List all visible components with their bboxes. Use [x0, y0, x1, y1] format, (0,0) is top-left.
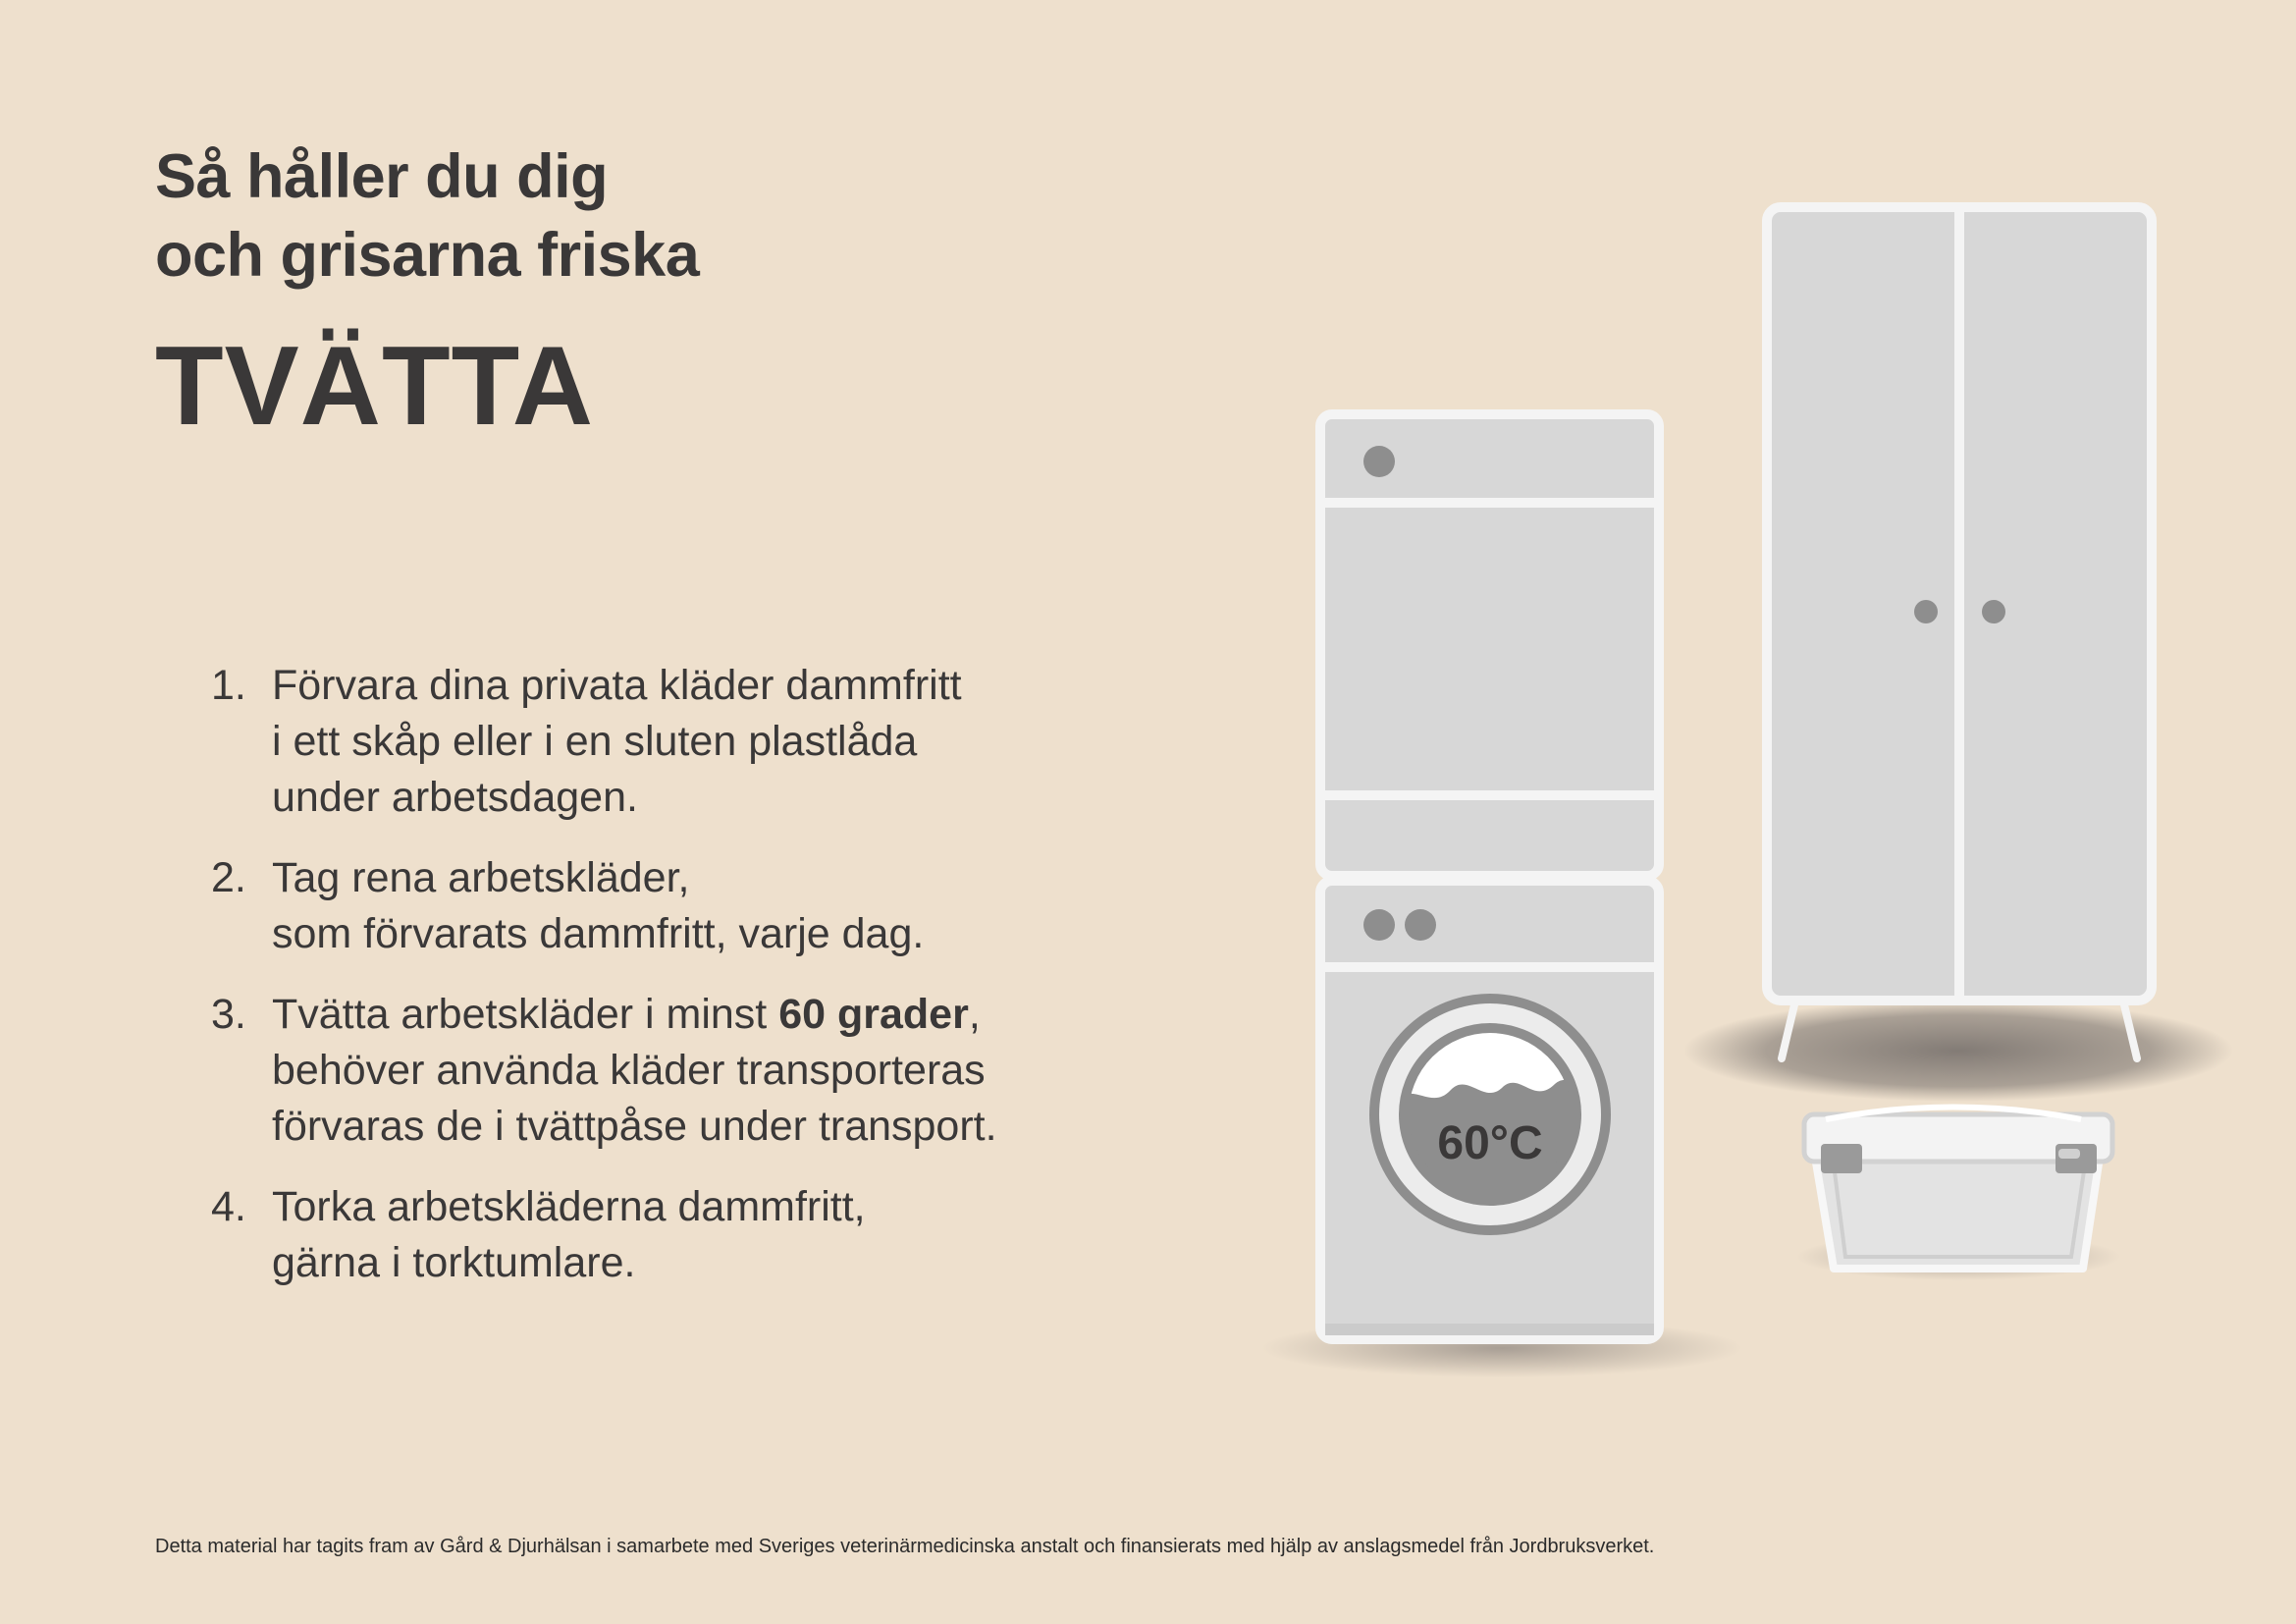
washer-temperature: 60°C	[1437, 1117, 1543, 1169]
step-number: 3.	[211, 991, 246, 1038]
dryer	[1320, 414, 1659, 876]
step-line: som förvarats dammfritt, varje dag.	[272, 910, 925, 957]
wardrobe-shadow	[1683, 1000, 2233, 1102]
step-line: gärna i torktumlare.	[272, 1239, 636, 1286]
washing-machine	[1320, 881, 1659, 1339]
plastic-box-icon	[1804, 1108, 2112, 1270]
dryer-knob-icon	[1363, 446, 1395, 477]
page-title: TVÄTTA	[155, 324, 595, 449]
wardrobe-handle-icon	[1914, 600, 1938, 623]
washer-knob-icon	[1363, 909, 1395, 941]
step-line: under arbetsdagen.	[272, 774, 638, 821]
step-number: 2.	[211, 854, 246, 901]
step-line: Tag rena arbetskläder,	[272, 854, 690, 901]
step-line: förvaras de i tvättpåse under transport.	[272, 1103, 997, 1150]
step-line: Torka arbetskläderna dammfritt,	[272, 1183, 866, 1230]
step-emphasis: 60 grader	[778, 991, 969, 1038]
step-line: behöver använda kläder transporteras	[272, 1047, 986, 1094]
washer-knob-icon	[1405, 909, 1436, 941]
step-line-text: ,	[968, 991, 981, 1038]
step-number: 4.	[211, 1183, 246, 1230]
footer-credit: Detta material har tagits fram av Gård & Djurhälsan i samarbete med Sveriges veterinärmedicinska anstalt och finansierats med hjälp av anslagsmedel från Jordbruksverket.	[155, 1536, 1655, 1557]
step-line: Förvara dina privata kläder dammfritt	[272, 662, 962, 709]
step-number: 1.	[211, 662, 246, 709]
subtitle-line-1: Så håller du dig	[155, 142, 609, 211]
step-line: i ett skåp eller i en sluten plastlåda	[272, 718, 918, 765]
wardrobe-handle-icon	[1982, 600, 2005, 623]
step-line-text: Tvätta arbetskläder i minst	[272, 991, 779, 1038]
wardrobe	[1767, 207, 2152, 1058]
subtitle-line-2: och grisarna friska	[155, 221, 700, 290]
